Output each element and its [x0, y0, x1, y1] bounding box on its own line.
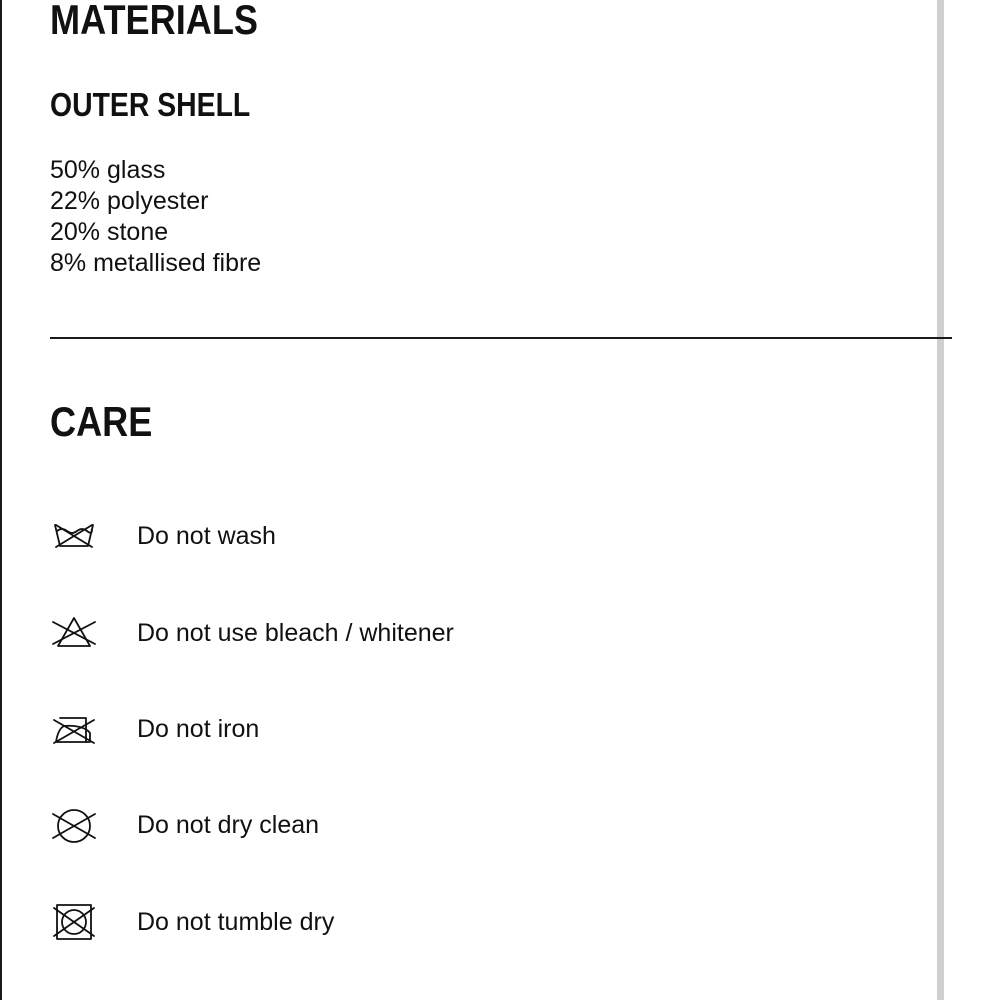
care-item-label: Do not iron: [137, 715, 260, 743]
material-item: 50% glass: [50, 156, 166, 184]
do-not-wash-icon: [50, 516, 98, 556]
materials-list: [50, 155, 261, 279]
care-item-do-not-bleach: [50, 613, 910, 653]
section-divider: [50, 337, 952, 339]
care-item-label: Do not wash: [137, 522, 276, 550]
materials-heading: MATERIALS: [50, 0, 259, 43]
care-item-do-not-tumble-dry: [50, 902, 910, 942]
window-left-border: [0, 0, 2, 1000]
do-not-bleach-icon: [50, 613, 98, 653]
care-item-label: Do not dry clean: [137, 811, 320, 839]
care-item-label: Do not tumble dry: [137, 908, 335, 936]
scrollbar[interactable]: [937, 0, 944, 1000]
care-item-label: Do not use bleach / whitener: [137, 619, 454, 647]
care-item-do-not-iron: [50, 709, 910, 749]
material-item: 8% metallised fibre: [50, 249, 262, 277]
do-not-dry-clean-icon: [50, 805, 98, 845]
care-item-do-not-wash: [50, 516, 910, 556]
material-item: 20% stone: [50, 218, 169, 246]
do-not-iron-icon: [50, 709, 98, 749]
care-item-do-not-dry-clean: [50, 805, 910, 845]
outer-shell-heading: OUTER SHELL: [50, 86, 251, 123]
care-heading: CARE: [50, 398, 153, 445]
material-item: 22% polyester: [50, 187, 209, 215]
do-not-tumble-dry-icon: [50, 902, 98, 942]
